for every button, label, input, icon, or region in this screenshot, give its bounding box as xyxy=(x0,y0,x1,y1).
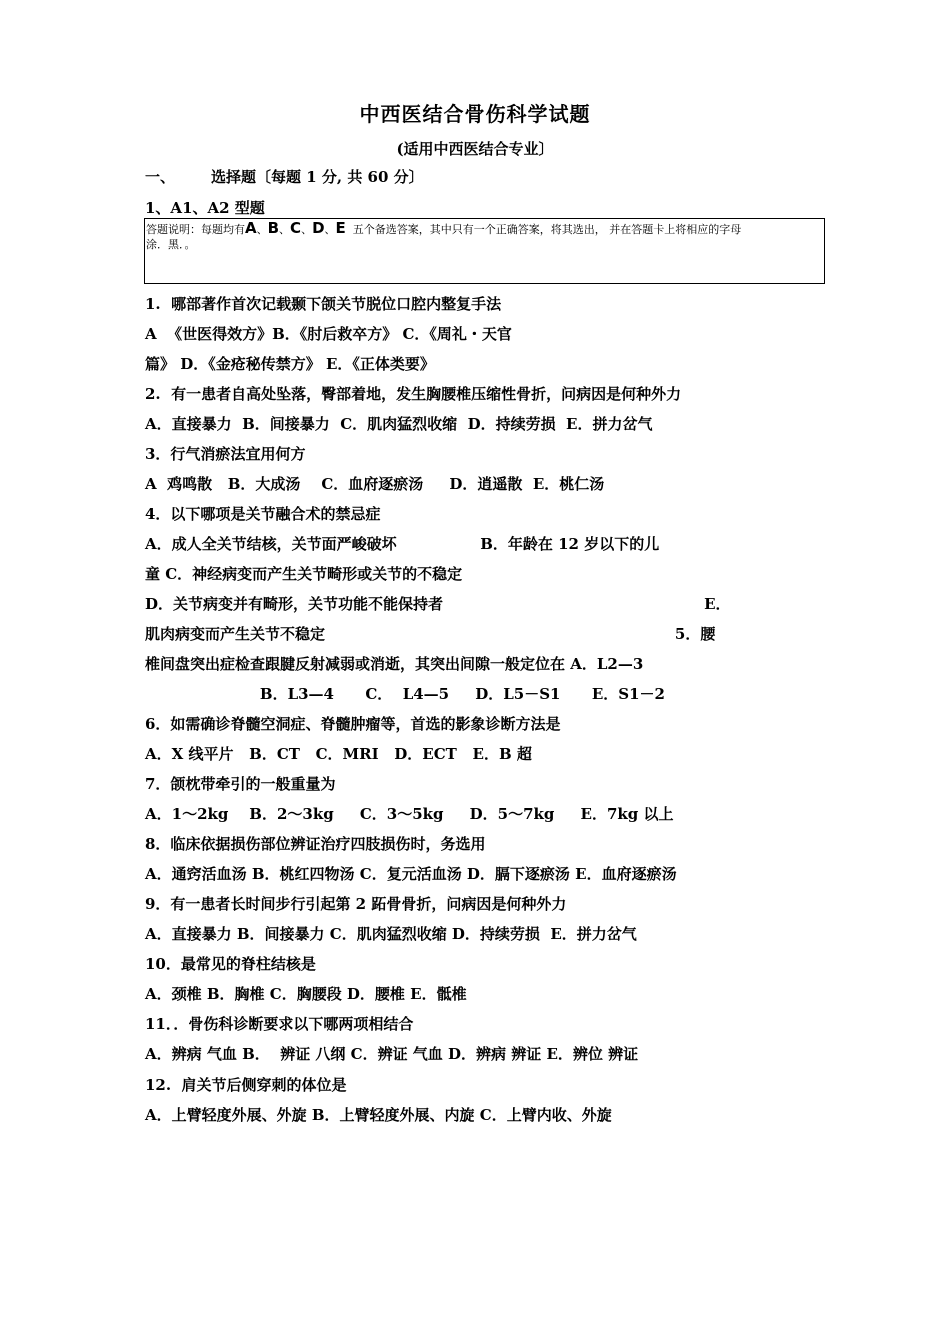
question-line: A．上臂轻度外展、外旋 B．上臂轻度外展、内旋 C．上臂内收、外旋 xyxy=(145,1106,612,1124)
question-line: 3．行气消瘀法宜用何方 xyxy=(145,445,306,463)
question-line: A．1～2kg B．2～3kg C．3～5kg D．5～7kg E．7kg 以上 xyxy=(145,805,674,823)
question-line: A 鸡鸣散 B．大成汤 C．血府逐瘀汤 D．逍遥散 E．桃仁汤 xyxy=(145,475,605,493)
question-line: D．关节病变并有畸形，关节功能不能保持者 E． xyxy=(145,595,731,613)
question-line: A．辨病 气血 B． 辨证 八纲 C．辨证 气血 D．辨病 辨证 E．辨位 辨证 xyxy=(145,1045,639,1063)
answer-instructions-box xyxy=(144,218,825,284)
question-line: A．直接暴力 B．间接暴力 C．肌肉猛烈收缩 D．持续劳损 E．拼力岔气 xyxy=(145,415,653,433)
notice-letter-b: B xyxy=(267,219,280,237)
section-number: 一、 xyxy=(145,168,176,186)
question-line: A．直接暴力 B．间接暴力 C．肌肉猛烈收缩 D．持续劳损 E．拼力岔气 xyxy=(145,925,637,943)
question-line: 2. 有一患者自高处坠落，臀部着地，发生胸腰椎压缩性骨折，问病因是何种外力 xyxy=(145,385,682,403)
question-line: 10．最常见的脊柱结核是 xyxy=(145,955,316,973)
notice-sep-3: 、 xyxy=(301,223,313,236)
notice-prefix: 答题说明：每题均有 xyxy=(146,223,245,236)
question-line: A．颈椎 B．胸椎 C．胸腰段 D．腰椎 E．骶椎 xyxy=(145,985,467,1003)
notice-letter-d: D xyxy=(312,219,325,237)
notice-text-2: 涂．黑．。 xyxy=(146,238,196,251)
notice-text: 五个备选答案，其中只有一个正确答案，将其选出， 并在答题卡上将相应的字母 xyxy=(352,223,742,236)
question-line: B．L3—4 C． L4—5 D．L5－S1 E．S1－2 xyxy=(145,685,665,703)
question-line: A 《世医得效方》B．《肘后救卒方》 C．《周礼・天官 xyxy=(145,325,512,343)
question-line: 11．．骨伤科诊断要求以下哪两项相结合 xyxy=(145,1015,414,1033)
question-line: A．通窍活血汤 B．桃红四物汤 C．复元活血汤 D．膈下逐瘀汤 E．血府逐瘀汤 xyxy=(145,865,677,883)
section-label: 选择题〔每题 1 分, 共 60 分〕 xyxy=(211,168,424,186)
notice-sep-4: 、 xyxy=(324,223,336,236)
question-line: A．成人全关节结核，关节面严峻破坏 B．年龄在 12 岁以下的儿 xyxy=(145,535,660,553)
notice-letter-c: C xyxy=(290,219,302,237)
question-line: 7．颌枕带牵引的一般重量为 xyxy=(145,775,336,793)
notice-sep-2: 、 xyxy=(279,223,291,236)
question-line: 4．以下哪项是关节融合术的禁忌症 xyxy=(145,505,381,523)
notice-sep-1: 、 xyxy=(256,223,268,236)
notice-letter-a: A xyxy=(245,219,257,237)
question-line: 篇》 D．《金疮秘传禁方》 E．《正体类要》 xyxy=(145,355,435,373)
question-line: 1. 哪部著作首次记载颞下颌关节脱位口腔内整复手法 xyxy=(145,295,502,313)
question-type-heading: 1、A1、A2 型题 xyxy=(145,199,265,217)
notice-letter-e: E xyxy=(335,219,346,237)
document-subtitle: (适用中西医结合专业〕 xyxy=(396,140,554,158)
document-title: 中西医结合骨伤科学试题 xyxy=(359,102,591,126)
question-line: 9．有一患者长时间步行引起第 2 跖骨骨折，问病因是何种外力 xyxy=(145,895,567,913)
question-line: A．X 线平片 B．CT C．MRI D．ECT E．B 超 xyxy=(145,745,532,763)
section-heading xyxy=(145,167,424,187)
question-line: 椎间盘突出症检查跟腱反射减弱或消逝，其突出间隙一般定位在 A．L2—3 xyxy=(145,655,644,673)
question-line: 童 C．神经病变而产生关节畸形或关节的不稳定 xyxy=(145,565,463,583)
question-line: 8．临床依据损伤部位辨证治疗四肢损伤时，务选用 xyxy=(145,835,486,853)
question-line: 12. 肩关节后侧穿刺的体位是 xyxy=(145,1076,347,1094)
question-line: 6．如需确诊脊髓空洞症、脊髓肿瘤等，首选的影象诊断方法是 xyxy=(145,715,561,733)
question-line: 肌肉病变而产生关节不稳定 5．腰 xyxy=(145,625,716,643)
